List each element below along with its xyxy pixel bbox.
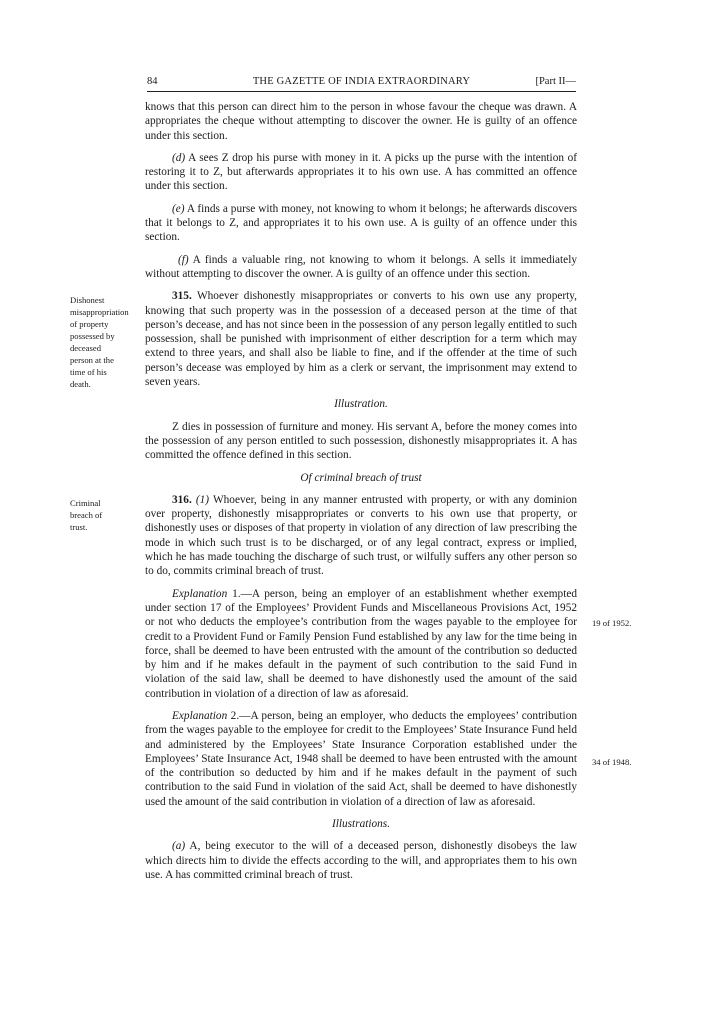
margin-line: Dishonest: [70, 295, 105, 305]
margin-note-316: [70, 497, 148, 533]
illustration-d-label: (d): [172, 151, 186, 164]
explanation-1-label: Explanation: [172, 587, 228, 600]
illustration-f: [145, 253, 577, 282]
illustration-d: [145, 151, 577, 194]
illustration-315: Z dies in possession of furniture and money. His servant A, before the money comes into the possession of any person entitled to such possession, dishonestly misappropriates it. A has committed the offence defined in this section.: [145, 420, 577, 462]
section-316-number: 316.: [172, 493, 192, 506]
margin-line: time of his: [70, 367, 107, 377]
section-316-subsection: (1): [195, 493, 210, 506]
section-316: [145, 493, 577, 579]
margin-line: Criminal: [70, 498, 101, 508]
illustration-f-text: A finds a valuable ring, not knowing to whom it belongs. A sells it immediately without attempting to discover the owner. A is guilty of an offence under this section.: [145, 253, 577, 280]
margin-line: of property: [70, 319, 109, 329]
section-316-text: Whoever, being in any manner entrusted with property, or with any dominion over property, dishonestly misappropriates or converts to his own use that property, or dishonestly uses or disposes of that property in violation of any direction of law prescribing the mode in which such trust is to be discharged, or of any legal contract, express or implied, which he has made touching the discharge of such trust, or wilfully suffers any other person so to do, commits criminal breach of trust.: [145, 493, 577, 578]
illustration-e-label: (e): [172, 202, 185, 215]
section-315-number: 315.: [172, 290, 192, 303]
margin-line: person at the: [70, 355, 114, 365]
illustration-f-label: (f): [178, 253, 189, 266]
margin-line: misappropriation: [70, 307, 129, 317]
section-315: [145, 289, 577, 389]
illustration-heading: Illustration.: [334, 398, 388, 411]
margin-line: possessed by: [70, 331, 115, 341]
page-number: 84: [147, 76, 158, 87]
part-label: [Part II—: [535, 76, 576, 87]
header-rule: [147, 91, 576, 92]
explanation-2-label: Explanation: [172, 709, 228, 722]
margin-line: trust.: [70, 522, 88, 532]
breach-heading: Of criminal breach of trust: [300, 471, 422, 484]
illustrations-heading: Illustrations.: [331, 818, 391, 831]
illustration-d-text: A sees Z drop his purse with money in it. A picks up the purse with the intention of restoring it to Z, but afterwards appropriates it to his own use. A has committed an offence under this section.: [145, 151, 577, 193]
paragraph-continued: knows that this person can direct him to the person in whose favour the cheque was drawn. A appropriates the cheque without attempting to discover the owner. He is guilty of an offence under this section.: [145, 101, 577, 142]
illustration-a: [145, 839, 577, 882]
act-reference-1948: 34 of 1948.: [592, 757, 632, 767]
explanation-2-text: 2.—A person, being an employer, who deducts the employees’ contribution from the wages payable to the employee for credit to the Employees’ State Insurance Fund held and administered by the Employees’ State Insurance Corporation established under the Employees’ State Insurance Act, 1948 shall be deemed to have been entrusted with the amount of the contribution so deducted by him and if he makes default in the payment of such contribution to the said Fund in violation of the said Act, shall be deemed to have dishonestly used the amount of the said contribution in violation of a direction of law as aforesaid.: [145, 709, 577, 808]
illustration-e-text: A finds a purse with money, not knowing to whom it belongs; he afterwards discovers that it belongs to Z, and appropriates it to his own use. A is guilty of an offence under this section.: [145, 202, 577, 244]
explanation-1: [145, 587, 577, 701]
margin-line: breach of: [70, 510, 103, 520]
illustration-a-label: (a): [172, 840, 186, 853]
margin-note-315: [70, 294, 148, 390]
margin-line: death.: [70, 379, 91, 389]
section-315-text: Whoever dishonestly misappropriates or converts to his own use any property, knowing that such property was in the possession of a deceased person at the time of that person’s decease, and has not since been in the possession of any person legally entitled to such possession, shall be punished with imprisonment of either description for a term which may extend to three years, and shall also be liable to fine, and if the offender at the time of such person’s decease was employed by him as a clerk or servant, the imprisonment may extend to seven years.: [145, 290, 577, 389]
explanation-2: [145, 709, 577, 809]
illustration-e: [145, 202, 577, 245]
document-body: [145, 100, 577, 890]
gazette-title: THE GAZETTE OF INDIA EXTRAORDINARY: [252, 76, 471, 87]
explanation-1-text: 1.—A person, being an employer of an establishment whether exempted under section 17 of the Employees’ Provident Funds and Miscellaneous Provisions Act, 1952 or not who deducts the employee’s contribution from the wages payable to the employee for credit to a Provident Fund or Family Pension Fund established by any law for the time being in force, shall be deemed to have been entrusted with the amount of the contribution so deducted by him and if he makes default in the payment of such contribution to the said Fund in violation of the said law, shall be deemed to have dishonestly used the amount of the said contribution in violation of a direction of law as aforesaid.: [145, 587, 577, 700]
page-header: [147, 76, 576, 90]
illustration-a-text: A, being executor to the will of a deceased person, dishonestly disobeys the law which directs him to divide the effects according to the will, and appropriates them to his own use. A has committed criminal breach of trust.: [145, 840, 577, 881]
margin-line: deceased: [70, 343, 102, 353]
act-reference-1952: 19 of 1952.: [592, 618, 632, 628]
